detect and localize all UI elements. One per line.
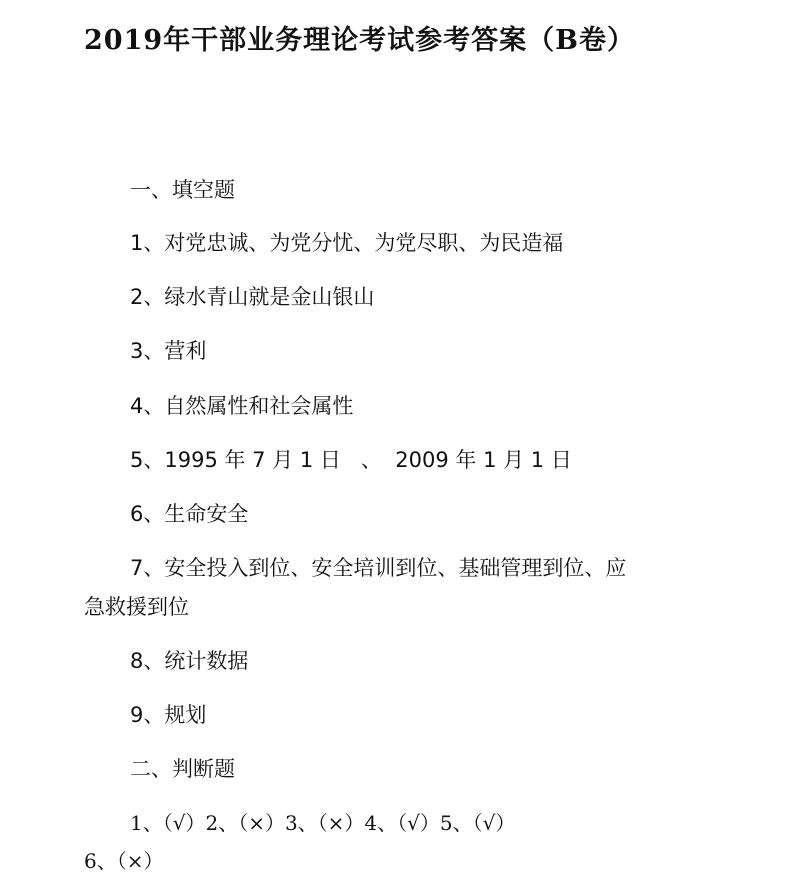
answer-line: 4、自然属性和社会属性	[130, 394, 354, 418]
answer-line: 2、绿水青山就是金山银山	[130, 285, 375, 309]
answer-line: 6、生命安全	[130, 502, 249, 526]
section-heading-fill-blank: 一、填空题	[130, 178, 235, 202]
document-title: 2019年干部业务理论考试参考答案（B卷）	[84, 25, 635, 56]
answer-line: 5、1995 年 7 月 1 日 、 2009 年 1 月 1 日	[130, 448, 572, 472]
section-heading-true-false: 二、判断题	[130, 757, 235, 781]
answer-line: 1、对党忠诚、为党分忧、为党尽职、为民造福	[130, 231, 564, 255]
answer-line: 9、规划	[130, 703, 207, 727]
answer-line: 8、统计数据	[130, 649, 249, 673]
judgment-answers-line: 6、（×）	[84, 849, 164, 873]
answer-line: 3、营利	[130, 339, 207, 363]
judgment-answers-line: 1、（√）2、（×）3、（×）4、（√）5、（√）	[130, 811, 516, 835]
answer-line: 7、安全投入到位、安全培训到位、基础管理到位、应	[130, 556, 627, 580]
answer-line-continued: 急救援到位	[84, 595, 189, 619]
